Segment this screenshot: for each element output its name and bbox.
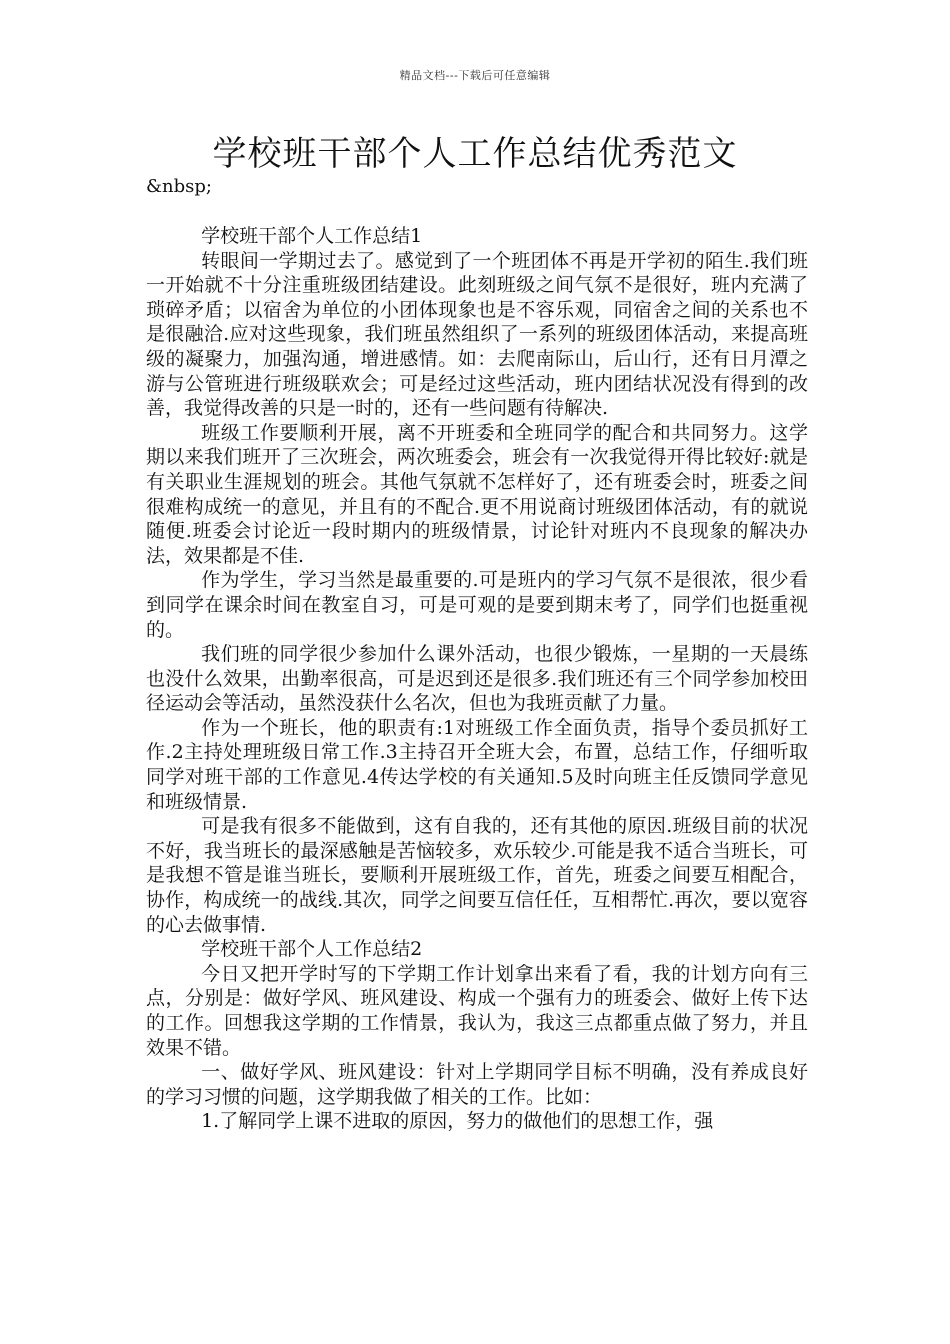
body-paragraph: 转眼间一学期过去了。感觉到了一个班团体不再是开学初的陌生.我们班一开始就不十分注重班级团结建设。此刻班级之间气氛不是很好，班内充满了琐碎矛盾；以宿舍为单位的小团体现象也是不容乐观，同宿舍之间的关系也不是很融洽.应对这些现象，我们班虽然组织了一系列的班级团体活动，来提高班级的凝聚力，加强沟通，增进感情。如：去爬南际山，后山行，还有日月潭之游与公管班进行班级联欢会；可是经过这些活动，班内团结状况没有得到的改善，我觉得改善的只是一时的，还有一些问题有待解决. xyxy=(146,249,808,420)
body-paragraph: 今日又把开学时写的下学期工作计划拿出来看了看，我的计划方向有三点，分别是：做好学风、班风建设、构成一个强有力的班委会、做好上传下达的工作。回想我这学期的工作情景，我认为，我这三点都重点做了努力，并且效果不错。 xyxy=(146,962,808,1059)
body-paragraph: 1.了解同学上课不进取的原因，努力的做他们的思想工作，强 xyxy=(201,1110,714,1133)
section-heading-2: 学校班干部个人工作总结2 xyxy=(201,938,423,961)
header-note: 精品文档---下载后可任意编辑 xyxy=(399,69,551,82)
body-paragraph: 作为一个班长，他的职责有:1对班级工作全面负责，指导个委员抓好工作.2主持处理班级日常工作.3主持召开全班大会，布置，总结工作，仔细听取同学对班干部的工作意见.4传达学校的有关通知.5及时向班主任反馈同学意见和班级情景. xyxy=(146,716,808,813)
body-paragraph: 可是我有很多不能做到，这有自我的，还有其他的原因.班级目前的状况不好，我当班长的最深感触是苦恼较多，欢乐较少.可能是我不适合当班长，可是我想不管是谁当班长，要顺利开展班级工作，首先，班委之间要互相配合，协作，构成统一的战线.其次，同学之间要互信任任，互相帮忙.再次，要以宽容的心去做事情. xyxy=(146,815,808,936)
document-title: 学校班干部个人工作总结优秀范文 xyxy=(212,134,738,174)
body-paragraph: 班级工作要顺利开展，离不开班委和全班同学的配合和共同努力。这学期以来我们班开了三次班会，两次班委会，班会有一次我觉得开得比较好:就是有关职业生涯规划的班会。其他气氛就不怎样好了，还有班委会时，班委之间很难构成统一的意见，并且有的不配合.更不用说商讨班级团体活动，有的就说随便.班委会讨论近一段时期内的班级情景，讨论针对班内不良现象的解决办法，效果都是不佳. xyxy=(146,421,808,567)
section-heading-1: 学校班干部个人工作总结1 xyxy=(201,225,423,247)
body-paragraph: 我们班的同学很少参加什么课外活动，也很少锻炼，一星期的一天晨练也没什么效果，出勤率很高，可是迟到还是很多.我们班还有三个同学参加校田径运动会等活动，虽然没获什么名次，但也为我班贡献了力量。 xyxy=(146,643,808,715)
body-paragraph: 一、做好学风、班风建设：针对上学期同学目标不明确，没有养成良好的学习习惯的问题，这学期我做了相关的工作。比如： xyxy=(146,1061,808,1108)
body-paragraph: 作为学生，学习当然是最重要的.可是班内的学习气氛不是很浓，很少看到同学在课余时间在教室自习，可是可观的是要到期末考了，同学们也挺重视的。 xyxy=(146,569,808,641)
document-body xyxy=(146,224,808,1134)
nbsp-artifact-text: &nbsp; xyxy=(146,176,212,197)
